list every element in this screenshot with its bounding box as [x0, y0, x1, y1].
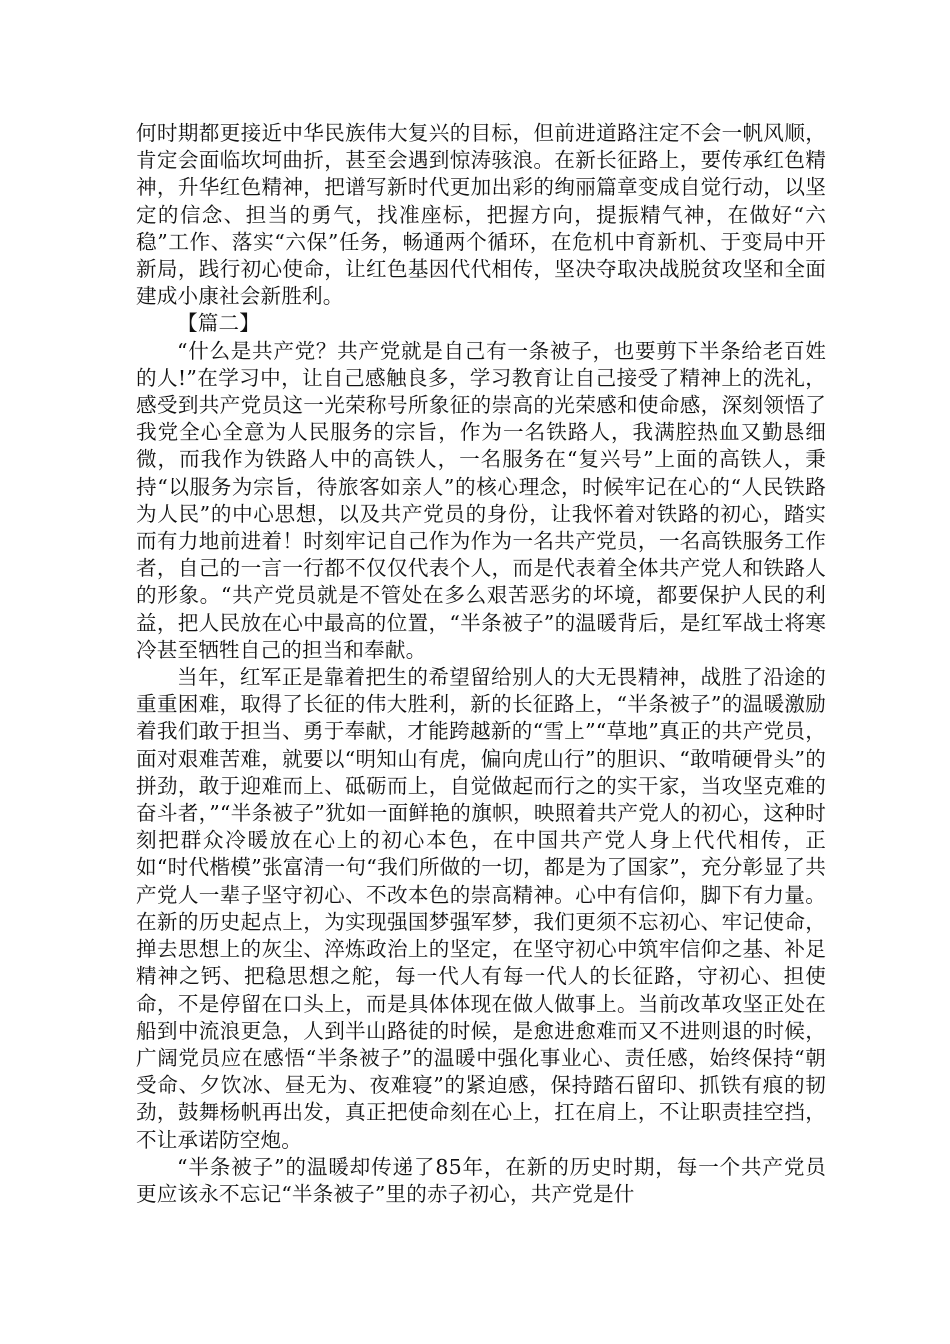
- section-heading: 【篇二】: [177, 311, 260, 336]
- paragraph-continuation: 何时期都更接近中华民族伟大复兴的目标，但前进道路注定不会一帆风顺，肯定会面临坎坷曲折，甚至会遇到惊涛骇浪。在新长征路上，要传承红色精神，升华红色精神，把谱写新时代更加出彩的绚丽篇章变成自觉行动，以坚定的信念、担当的勇气，找准座标，把握方向，提振精气神，在做好“六稳”工作、落实“六保”任务，畅通两个循环，在危机中育新机、于变局中开新局，践行初心使命，让红色基因代代相传，坚决夺取决战脱贫攻坚和全面建成小康社会新胜利。: [136, 121, 826, 309]
- paragraph: “半条被子”的温暖却传递了85年，在新的历史时期，每一个共产党员更应该永不忘记“半条被子”里的赤子初心，共产党是什: [136, 1154, 826, 1206]
- document-body: [136, 120, 826, 1208]
- paragraph: “什么是共产党？共产党就是自己有一条被子，也要剪下半条给老百姓的人!”在学习中，让自己感触良多，学习教育让自己接受了精神上的洗礼，感受到共产党员这一光荣称号所象征的崇高的光荣感和使命感，深刻领悟了我党全心全意为人民服务的宗旨，作为一名铁路人，我满腔热血又勤恳细微，而我作为铁路人中的高铁人，一名服务在“复兴号”上面的高铁人，秉持“以服务为宗旨，待旅客如亲人”的核心理念，时候牢记在心的“人民铁路为人民”的中心思想，以及共产党员的身份，让我怀着对铁路的初心，踏实而有力地前进着！时刻牢记自己作为作为一名共产党员，一名高铁服务工作者，自己的一言一行都不仅仅代表个人，而是代表着全体共产党人和铁路人的形象。“共产党员就是不管处在多么艰苦恶劣的坏境，都要保护人民的利益，把人民放在心中最高的位置，“半条被子”的温暖背后，是红军战士将寒冷甚至牺牲自己的担当和奉献。: [136, 338, 826, 662]
- paragraph: 当年，红军正是靠着把生的希望留给别人的大无畏精神，战胜了沿途的重重困难，取得了长征的伟大胜利，新的长征路上，“半条被子”的温暖激励着我们敢于担当、勇于奉献，才能跨越新的“雪上”“草地”真正的共产党员，面对艰难苦难，就要以“明知山有虎，偏向虎山行”的胆识、“敢啃硬骨头”的拼劲，敢于迎难而上、砥砺而上，自觉做起而行之的实干家，当攻坚克难的奋斗者，”“半条被子”犹如一面鲜艳的旗帜，映照着共产党人的初心，这种时刻把群众冷暖放在心上的初心本色，在中国共产党人身上代代相传，正如“时代楷模”张富清一句“我们所做的一切，都是为了国家”，充分彰显了共产党人一辈子坚守初心、不改本色的崇高精神。心中有信仰，脚下有力量。在新的历史起点上，为实现强国梦强军梦，我们更须不忘初心、牢记使命，掸去思想上的灰尘、淬炼政治上的坚定，在坚守初心中筑牢信仰之基、补足精神之钙、把稳思想之舵，每一代人有每一代人的长征路，守初心、担使命，不是停留在口头上，而是具体体现在做人做事上。当前改革攻坚正处在船到中流浪更急，人到半山路徒的时候，是愈进愈难而又不进则退的时候，广阔党员应在感悟“半条被子”的温暖中强化事业心、责任感，始终保持“朝受命、夕饮冰、昼无为、夜难寝”的紧迫感，保持踏石留印、抓铁有痕的韧劲，鼓舞杨帆再出发，真正把使命刻在心上，扛在肩上，不让职责挂空挡，不让承诺防空炮。: [136, 665, 826, 1152]
